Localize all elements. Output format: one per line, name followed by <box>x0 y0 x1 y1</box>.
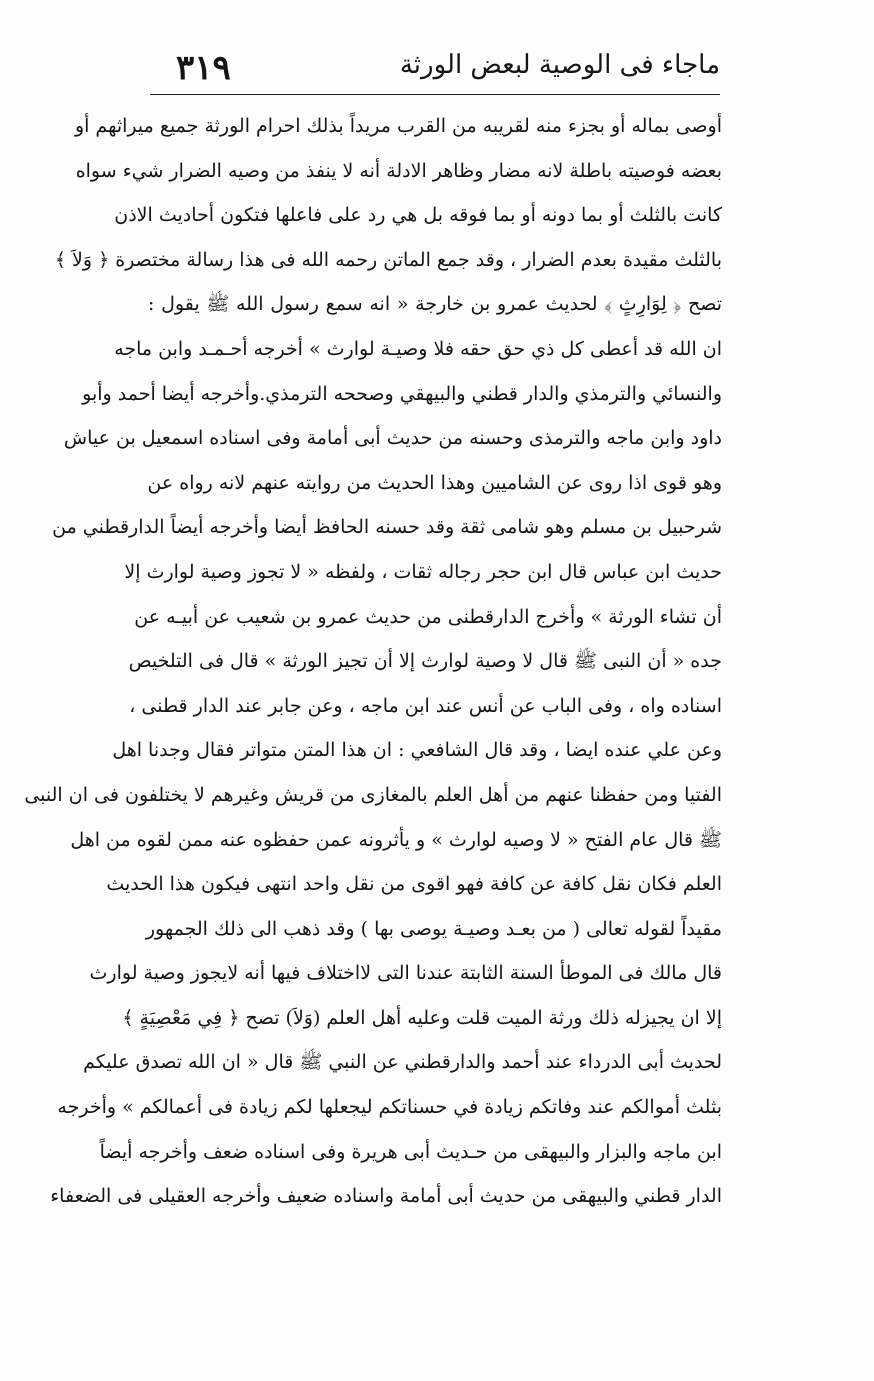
text-line-3: كانت بالثلث أو بما دونه أو بما فوقه بل هي رد على فاعلها فتكون أحاديث الاذن <box>114 204 722 227</box>
text-line-10: شرحبيل بن مسلم وهو شامى ثقة وقد حسنه الحافظ أيضا وأخرجه أيضاً الدارقطني من <box>52 516 722 539</box>
text-line-15: وعن علي عنده ايضا ، وقد قال الشافعي : ان هذا المتن متواتر فقال وجدنا اهل <box>112 739 722 762</box>
page-number: ٣١٩ <box>176 48 231 88</box>
text-line-21: إلا ان يجيزله ذلك ورثة الميت قلت وعليه أهل العلم (وَلاَ) تصح ﴿ فِي مَعْصِيَةٍ ﴾ <box>122 1006 722 1029</box>
text-line-12: أن تشاء الورثة » وأخرج الدارقطنى من حديث عمرو بن شعيب عن أبيـه عن <box>134 605 722 628</box>
text-line-9: وهو قوى اذا روى عن الشاميين وهذا الحديث من روايته عنهم لانه رواه عن <box>147 471 722 494</box>
text-line-25: الدار قطني والبيهقى من حديث أبى أمامة واسناده ضعيف وأخرجه العقيلى فى الضعفاء <box>50 1185 722 1208</box>
running-title: ماجاء فى الوصية لبعض الورثة <box>399 50 720 80</box>
text-line-20: قال مالك فى الموطأ السنة الثابتة عندنا التى لااختلاف فيها أنه لايجوز وصية لوارث <box>89 962 722 985</box>
text-line-22: لحديث أبى الدرداء عند أحمد والدارقطني عن النبي ﷺ قال « ان الله تصدق عليكم <box>83 1051 722 1074</box>
text-line-2: بعضه فوصيته باطلة لانه مضار وظاهر الادلة أنه لا ينفذ من وصيه الضرار شيء سواه <box>75 159 722 182</box>
text-line-19: مقيداً لقوله تعالى ( من بعـد وصيـة يوصى بها ) وقد ذهب الى ذلك الجمهور <box>145 917 722 940</box>
text-line-6: ان الله قد أعطى كل ذي حق حقه فلا وصيـة لوارث » أخرجه أحـمـد وابن ماجه <box>114 337 722 360</box>
text-line-18: العلم فكان نقل كافة عن كافة فهو اقوى من نقل واحد انتهى فيكون هذا الحديث <box>106 873 722 896</box>
text-line-7: والنسائي والترمذي والدار قطني والبيهقي وصححه الترمذي.وأخرجه أيضا أحمد وأبو <box>82 382 722 405</box>
text-line-8: داود وابن ماجه والترمذى وحسنه من حديث أبى أمامة وفى اسناده اسمعيل بن عياش <box>63 427 722 450</box>
header-rule <box>150 94 720 95</box>
body-text <box>24 104 722 1219</box>
text-line-14: اسناده واه ، وفى الباب عن أنس عند ابن ماجه ، وعن جابر عند الدار قطنى ، <box>129 694 722 717</box>
text-line-4: بالثلث مقيدة بعدم الضرار ، وقد جمع الماتن رحمه الله فى هذا رسالة مختصرة ﴿ وَلاَ ﴾ <box>54 248 722 271</box>
text-line-11: حديث ابن عباس قال ابن حجر رجاله ثقات ، ولفظه « لا تجوز وصية لوارث إلا <box>124 560 722 583</box>
text-line-17: ﷺ قال عام الفتح « لا وصيه لوارث » و يأثرونه عمن حفظوه عنه ممن لقوه من اهل <box>70 828 722 851</box>
text-line-24: ابن ماجه والبزار والبيهقى من حـديث أبى هريرة وفى اسناده ضعف وأخرجه أيضاً <box>99 1140 722 1163</box>
text-line-13: جده « أن النبى ﷺ قال لا وصية لوارث إلا أن تجيز الورثة » قال فى التلخيص <box>128 650 722 673</box>
page-header <box>150 46 720 96</box>
text-line-23: بثلث أموالكم عند وفاتكم زيادة في حسناتكم ليجعلها لكم زيادة فى أعمالكم » وأخرجه <box>57 1096 722 1119</box>
text-line-5: تصح ﴿ لِوَارِثٍ ﴾ لحديث عمرو بن خارجة « انه سمع رسول الله ﷺ يقول : <box>148 293 722 316</box>
text-line-1: أوصى بماله أو بجزء منه لقريبه من القرب مريداً بذلك احرام الورثة جميع ميراثهم أو <box>74 115 722 137</box>
text-line-16: الفتيا ومن حفظنا عنهم من أهل العلم بالمغازى من قريش وغيرهم لا يختلفون فى ان النبى <box>24 783 722 806</box>
